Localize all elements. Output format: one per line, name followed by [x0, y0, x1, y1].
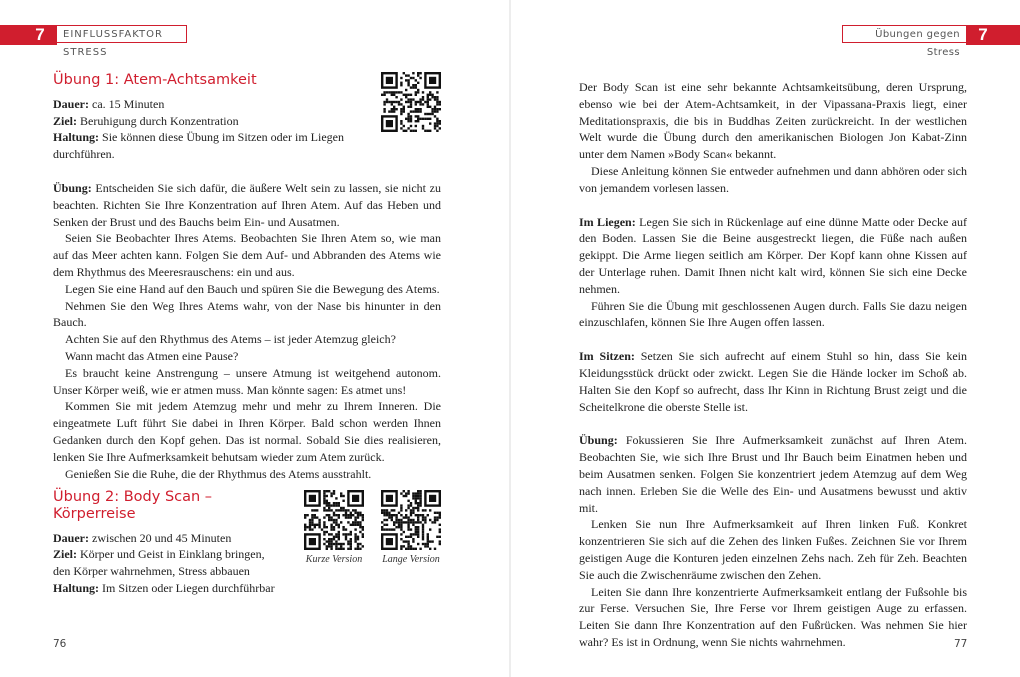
qr-caption-short: Kurze Version	[305, 554, 363, 565]
posture-label: Haltung:	[53, 580, 100, 595]
exercise-intro: Entscheiden Sie sich dafür, die äußere Welt sein zu lassen, sie nicht zu beachten. Richten Sie Ihre Konzentration auf Ihren Atem. Auf das Heben und Senken der Brust und des Bauchs beim Ein- und Ausatmen.	[53, 180, 441, 229]
paragraph: Legen Sie eine Hand auf den Bauch und spüren Sie die Bewegung des Atems.	[65, 281, 440, 296]
qr-code-short-version[interactable]	[304, 490, 364, 550]
paragraph: Genießen Sie die Ruhe, die der Rhythmus des Atems ausstrahlt.	[65, 466, 372, 481]
paragraph: Es braucht keine Anstrengung – unsere Atmung ist weitgehend autonom. Unser Körper weiß, wie er atmen muss. Man könnte sagen: Es atmet uns!	[53, 365, 441, 397]
exercise-label: Übung:	[579, 433, 618, 448]
lying-label: Im Liegen:	[579, 214, 636, 229]
exercise-2	[53, 489, 283, 597]
exercise-1	[53, 72, 441, 482]
goal-label: Ziel:	[53, 547, 77, 562]
goal-value: Körper und Geist in Einklang bringen, den Körper wahrnehmen, Stress abbauen	[53, 547, 265, 579]
duration-label: Dauer:	[53, 96, 89, 111]
section-title-right: Übungen gegen Stress	[842, 25, 966, 43]
paragraph: Lenken Sie nun Ihre Aufmerksamkeit auf Ihren linken Fuß. Konkret konzentrieren Sie sich auf die Zehen des linken Fußes. Zeichnen Sie vor Ihrem geistigen Auge die Konturen jeden einzelnen Zehs nach. Zeh für Zeh. Beachten Sie auch die Zwischenräume zwischen den Zehen.	[579, 517, 967, 582]
posture-value: Sie können diese Übung im Sitzen oder im Liegen durchführen.	[53, 130, 344, 162]
paragraph: Achten Sie auf den Rhythmus des Atems – ist jeder Atemzug gleich?	[65, 332, 396, 347]
sitting-label: Im Sitzen:	[579, 349, 635, 364]
paragraph: Kommen Sie mit jedem Atemzug mehr und mehr zu Ihrem Inneren. Die eingeatmete Luft führt Sie dabei in Ihren Körper. Bald schon werden Ihnen Gedanken durch den Kopf gehen. Das ist normal. Sobald Sie dies realisieren, lenken Sie Ihre Aufmerksamkeit behutsam wieder zum Atem zurück.	[53, 399, 441, 464]
paragraph: Leiten Sie dann Ihre konzentrierte Aufmerksamkeit entlang der Fußsohle bis zur Ferse. Versuchen Sie, Ihre Ferse vor Ihrem geistigen Auge zu erfassen. Leiten Sie dann Ihre Konzentration auf den Fußrücken. Was nehmen Sie hier wahr? Es ist in Ordnung, wenn Sie nichts wahrnehmen.	[579, 584, 967, 649]
right-page-text	[579, 79, 967, 651]
page-number-left: 76	[53, 638, 67, 650]
posture-label: Haltung:	[53, 130, 100, 145]
qr-caption-long: Lange Version	[382, 554, 440, 565]
chapter-title-left: EINFLUSSFAKTOR STRESS	[57, 25, 187, 43]
chapter-number-right: 7	[966, 25, 1000, 45]
lying-text: Legen Sie sich in Rückenlage auf eine dünne Matte oder Decke auf den Boden. Lassen Sie die Beine ausgestreckt liegen, die Füße nach außen gekippt. Die Arme liegen seitlich am Körper. Der Kopf kann ohne Kissen auf der Unterlage ruhen. Damit Ihnen nicht kalt wird, können Sie sich eine Decke nehmen.	[579, 214, 968, 296]
qr-code-exercise-1[interactable]	[381, 72, 441, 132]
paragraph: Diese Anleitung können Sie entweder aufnehmen und dann abhören oder sich von jemandem vorlesen lassen.	[579, 163, 967, 195]
paragraph: Seien Sie Beobachter Ihres Atems. Beobachten Sie Ihren Atem so, wie man auf das Meer achten kann. Folgen Sie dem Auf- und Abbranden des Atems wie dem Rhythmus des Meeresrauschens: ein und aus.	[53, 231, 441, 279]
header-bar-right	[1000, 25, 1020, 45]
qr-code-long-version[interactable]	[381, 490, 441, 550]
paragraph: Nehmen Sie den Weg Ihres Atems wahr, von der Nase bis hinunter in den Bauch.	[53, 298, 441, 330]
posture-value: Im Sitzen oder Liegen durchführbar	[99, 580, 275, 595]
sitting-text: Setzen Sie sich aufrecht auf einem Stuhl so hin, dass Sie kein Kleidungsstück drückt oder zwickt. Legen Sie die Hände locker im Schoß ab. Halten Sie den Kopf so aufrecht, dass Ihr Kinn in Richtung Brust zeigt und die Scheitelkrone die oberste Stelle ist.	[579, 349, 967, 414]
exercise-label: Übung:	[53, 180, 92, 195]
goal-label: Ziel:	[53, 113, 77, 128]
goal-value: Beruhigung durch Konzentration	[77, 113, 239, 128]
exercise-1-title: Übung 1: Atem-Achtsamkeit	[53, 72, 257, 88]
duration-value: zwischen 20 und 45 Minuten	[89, 530, 232, 545]
paragraph: Wann macht das Atmen eine Pause?	[65, 348, 239, 363]
paragraph: Der Body Scan ist eine sehr bekannte Achtsamkeitsübung, deren Ursprung, ebenso wie bei der Atem-Achtsamkeit, in der Vipassana-Praxis liegt, einer Meditationspraxis, die bis in Buddhas Zeiten zurückreicht. In der westlichen Welt wurde die Übung durch den amerikanischen Biologen Jon Kabat-Zinn unter dem Namen »Body Scan« bekannt.	[579, 80, 967, 162]
exercise-text: Fokussieren Sie Ihre Aufmerksamkeit zunächst auf Ihren Atem. Beobachten Sie, wie sich Ihre Brust und Ihr Bauch beim Einatmen heben und beim Ausatmen senken. Folgen Sie konzentriert jedem Atemzug auf dem Weg nach innen. Erleben Sie die Welle des Ein- und Ausatmens bewusst und aktiv mit.	[579, 433, 967, 515]
duration-label: Dauer:	[53, 530, 89, 545]
book-spine	[509, 0, 511, 677]
duration-value: ca. 15 Minuten	[89, 96, 165, 111]
page-number-right: 77	[954, 638, 968, 650]
paragraph: Führen Sie die Übung mit geschlossenen Augen durch. Falls Sie dazu neigen einzuschlafen, können Sie Ihre Augen offen lassen.	[579, 298, 967, 330]
chapter-number-left: 7	[23, 25, 57, 45]
exercise-2-title: Übung 2: Body Scan – Körperreise	[53, 489, 213, 522]
header-bar-left	[0, 25, 23, 45]
